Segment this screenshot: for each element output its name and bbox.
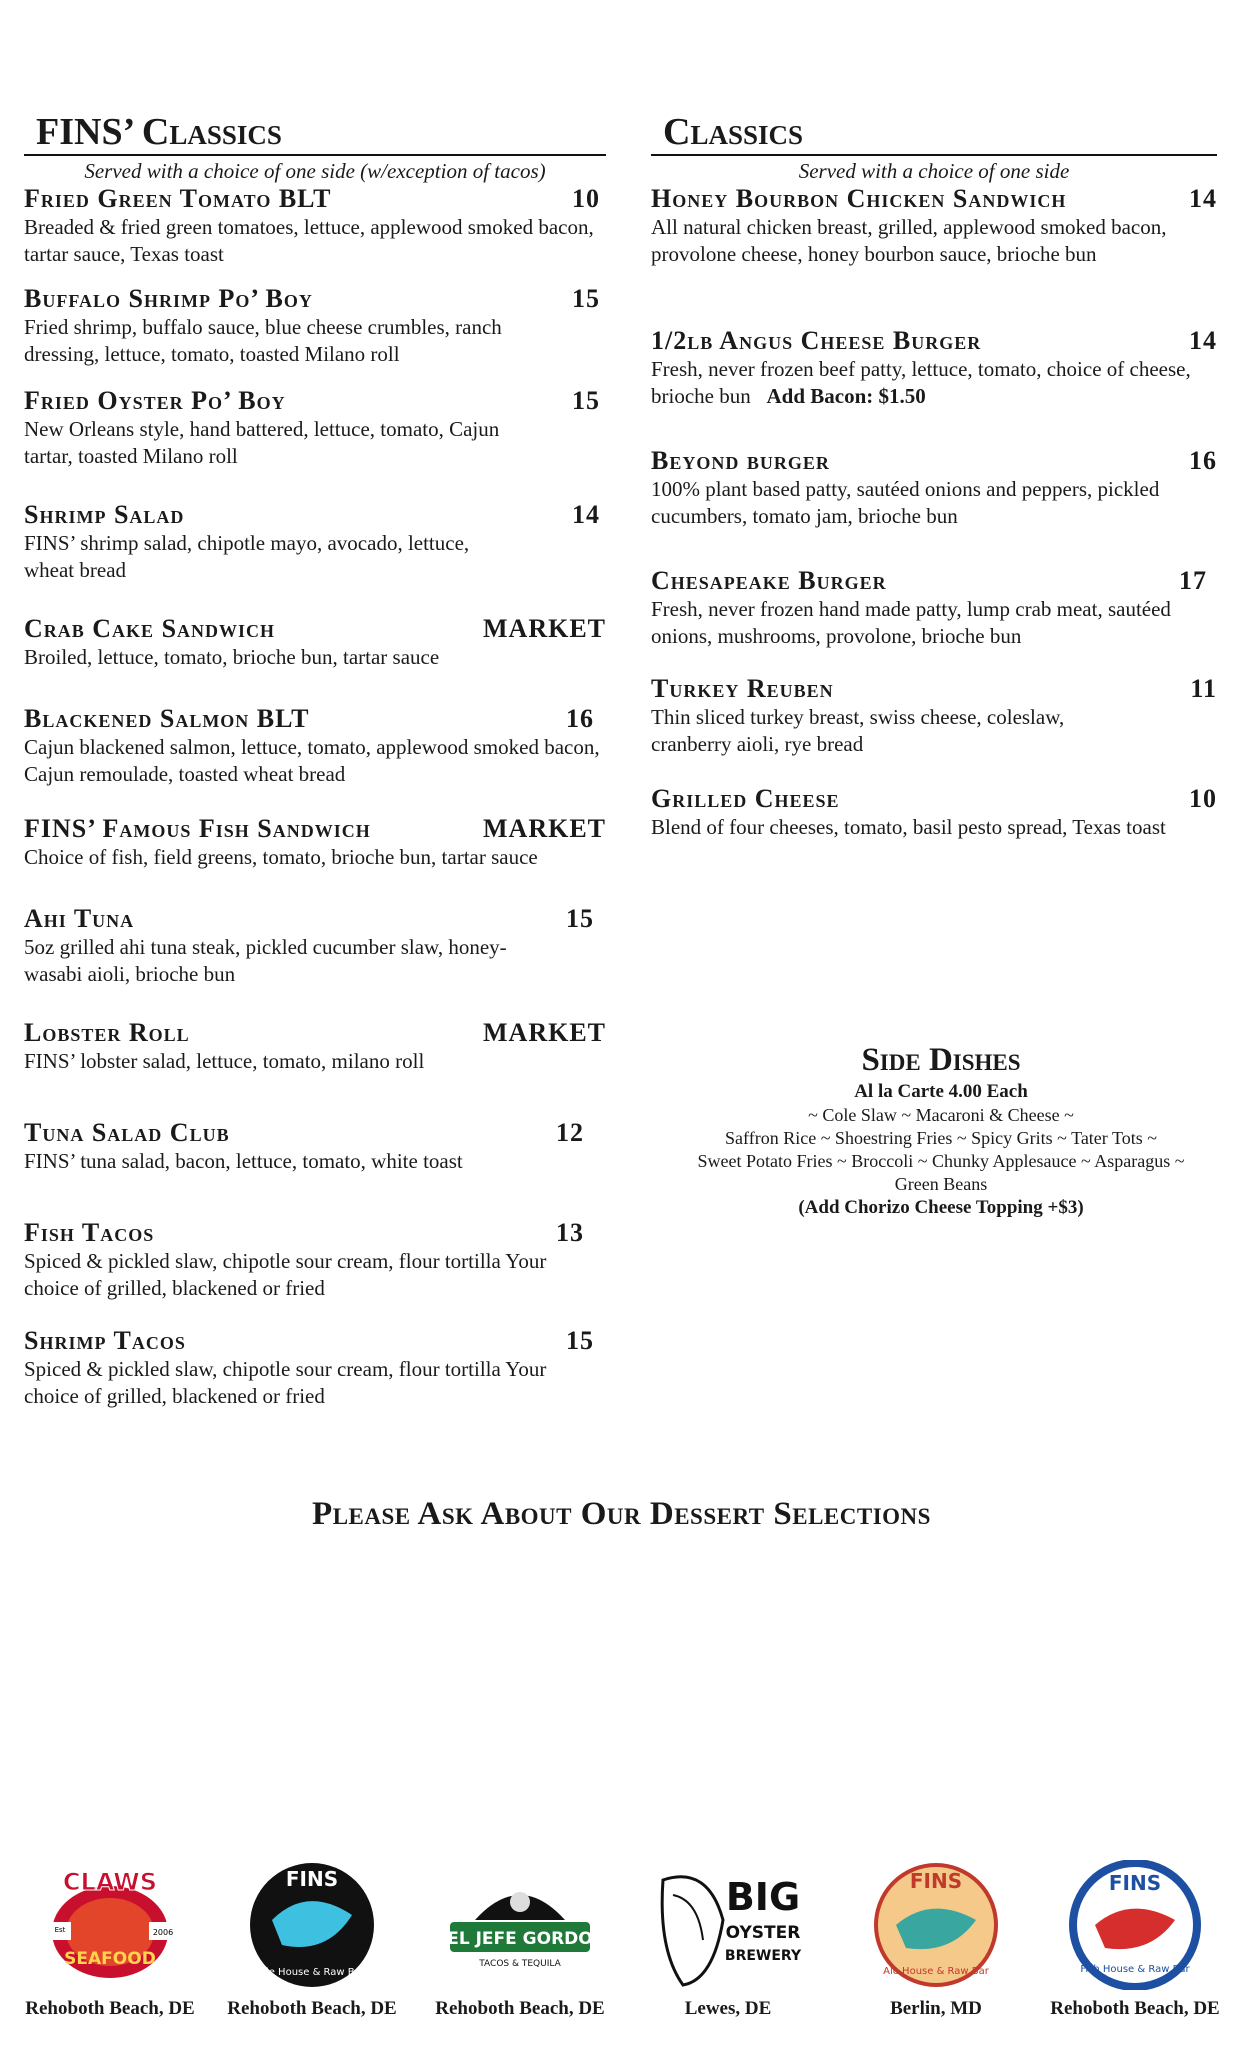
item-price: 17 xyxy=(1179,566,1207,595)
item-price: MARKET xyxy=(483,614,606,643)
item-price: 15 xyxy=(566,1326,594,1355)
claws-logo xyxy=(35,1860,185,1990)
big-oyster-brewery-logo xyxy=(653,1860,803,1990)
item-name: Ahi Tuna xyxy=(24,904,135,933)
side-dishes-line: Sweet Potato Fries ~ Broccoli ~ Chunky Applesauce ~ Asparagus ~ xyxy=(697,1151,1185,1171)
item-price: 15 xyxy=(566,904,594,933)
fins-ale-house-logo xyxy=(237,1860,387,1990)
svg-text:FINS: FINS xyxy=(909,1869,963,1893)
item-description: Blend of four cheeses, tomato, basil pesto spread, Texas toast xyxy=(651,815,1166,839)
item-name: Blackened Salmon BLT xyxy=(24,704,310,733)
menu-item xyxy=(24,386,606,470)
logo-fins-fish-house xyxy=(1035,1860,1235,2020)
item-price: 14 xyxy=(572,500,600,529)
item-name: FINS’ Famous Fish Sandwich xyxy=(24,814,371,843)
item-price: 15 xyxy=(572,284,600,313)
menu-item xyxy=(651,566,1217,650)
classics-section xyxy=(651,110,1217,839)
menu-item xyxy=(24,704,606,788)
item-description: Fresh, never frozen hand made patty, lump crab meat, sautéed onions, mushrooms, provolone, brioche bun xyxy=(651,597,1171,648)
menu-item xyxy=(651,184,1217,268)
item-name: Turkey Reuben xyxy=(651,674,834,703)
logo-caption: Rehoboth Beach, DE xyxy=(1050,1998,1220,2019)
svg-text:FINS: FINS xyxy=(285,1867,339,1891)
svg-text:Fish House & Raw Bar: Fish House & Raw Bar xyxy=(1080,1964,1190,1975)
menu-item xyxy=(24,1326,606,1410)
side-dishes-line: Green Beans xyxy=(894,1174,988,1194)
svg-text:Ale House & Raw Bar: Ale House & Raw Bar xyxy=(883,1966,989,1977)
svg-text:FINS: FINS xyxy=(1108,1871,1162,1895)
logo-claws xyxy=(10,1860,210,2020)
side-dishes-section xyxy=(651,1040,1231,1220)
item-description: All natural chicken breast, grilled, applewood smoked bacon, provolone cheese, honey bourbon sauce, brioche bun xyxy=(651,215,1167,266)
item-description: 100% plant based patty, sautéed onions and peppers, pickled cucumbers, tomato jam, brioche bun xyxy=(651,477,1160,528)
fins-berlin-logo xyxy=(861,1860,1011,1990)
item-description: Breaded & fried green tomatoes, lettuce, applewood smoked bacon, tartar sauce, Texas toast xyxy=(24,215,594,266)
svg-text:BREWERY: BREWERY xyxy=(724,1948,802,1964)
item-price: MARKET xyxy=(483,1018,606,1047)
svg-text:Ale House & Raw Bar: Ale House & Raw Bar xyxy=(259,1967,365,1978)
item-name: 1/2lb Angus Cheese Burger xyxy=(651,326,982,355)
item-name: Chesapeake Burger xyxy=(651,566,887,595)
item-price: 16 xyxy=(1189,446,1217,475)
svg-text:2006: 2006 xyxy=(152,1928,174,1937)
item-price: 13 xyxy=(556,1218,584,1247)
menu-item xyxy=(651,446,1217,530)
item-description: Fresh, never frozen beef patty, lettuce, tomato, choice of cheese, brioche bun Add Bacon: $1.50 xyxy=(651,357,1191,408)
item-name: Beyond burger xyxy=(651,446,830,475)
el-jefe-gordo-logo xyxy=(445,1860,595,1990)
item-price: 14 xyxy=(1189,326,1217,355)
logo-fins-ale-house xyxy=(212,1860,412,2020)
logo-caption: Lewes, DE xyxy=(684,1998,772,2019)
svg-text:OYSTER: OYSTER xyxy=(725,1923,801,1943)
svg-text:CLAWS: CLAWS xyxy=(62,1868,158,1896)
logo-big-oyster-brewery xyxy=(628,1860,828,2020)
item-name: Honey Bourbon Chicken Sandwich xyxy=(651,184,1067,213)
svg-text:TACOS & TEQUILA: TACOS & TEQUILA xyxy=(479,1959,561,1969)
item-name: Tuna Salad Club xyxy=(24,1118,230,1147)
item-name: Shrimp Tacos xyxy=(24,1326,186,1355)
svg-text:EL JEFE GORDO: EL JEFE GORDO xyxy=(447,1929,593,1949)
item-price: 10 xyxy=(572,184,600,213)
item-price: 11 xyxy=(1190,674,1217,703)
menu-item xyxy=(651,674,1217,758)
item-name: Buffalo Shrimp Po’ Boy xyxy=(24,284,313,313)
menu-item xyxy=(24,284,606,368)
item-description: FINS’ lobster salad, lettuce, tomato, milano roll xyxy=(24,1049,425,1073)
svg-text:SEAFOOD: SEAFOOD xyxy=(64,1949,156,1969)
logo-caption: Rehoboth Beach, DE xyxy=(227,1998,397,2019)
item-description: Thin sliced turkey breast, swiss cheese, coleslaw, cranberry aioli, rye bread xyxy=(651,705,1065,756)
side-dishes-title: Side Dishes xyxy=(861,1042,1021,1078)
item-name: Fried Oyster Po’ Boy xyxy=(24,386,286,415)
item-price: 12 xyxy=(556,1118,584,1147)
item-name: Crab Cake Sandwich xyxy=(24,614,276,643)
item-price: 16 xyxy=(566,704,594,733)
fins-fish-house-logo xyxy=(1060,1860,1210,1990)
item-price: 14 xyxy=(1189,184,1217,213)
item-description: Spiced & pickled slaw, chipotle sour cream, flour tortilla Your choice of grilled, blackened or fried xyxy=(24,1249,547,1300)
item-name: Fish Tacos xyxy=(24,1218,155,1247)
classics-title: Classics xyxy=(651,110,1217,156)
item-price: MARKET xyxy=(483,814,606,843)
menu-item xyxy=(24,1018,606,1075)
item-description: New Orleans style, hand battered, lettuce, tomato, Cajun tartar, toasted Milano roll xyxy=(24,417,500,468)
logo-fins-berlin xyxy=(836,1860,1036,2020)
item-price: 15 xyxy=(572,386,600,415)
item-name: Grilled Cheese xyxy=(651,784,840,813)
item-name: Lobster Roll xyxy=(24,1018,190,1047)
item-description: Fried shrimp, buffalo sauce, blue cheese crumbles, ranch dressing, lettuce, tomato, toasted Milano roll xyxy=(24,315,502,366)
fins-classics-title: FINS’ Classics xyxy=(24,110,606,156)
restaurant-logos xyxy=(0,1860,1243,2040)
add-bacon-note: Add Bacon: $1.50 xyxy=(766,384,926,408)
menu-item xyxy=(24,614,606,671)
logo-caption: Rehoboth Beach, DE xyxy=(435,1998,605,2019)
item-description: FINS’ tuna salad, bacon, lettuce, tomato, white toast xyxy=(24,1149,463,1173)
menu-item xyxy=(24,1218,606,1302)
item-description: 5oz grilled ahi tuna steak, pickled cucumber slaw, honey-wasabi aioli, brioche bun xyxy=(24,935,507,986)
chorizo-topping-note: (Add Chorizo Cheese Topping +$3) xyxy=(798,1197,1084,1218)
menu-item xyxy=(24,184,606,268)
menu-item xyxy=(651,326,1217,410)
menu-item xyxy=(24,500,606,584)
classics-subtitle: Served with a choice of one side xyxy=(798,159,1070,183)
item-description: Broiled, lettuce, tomato, brioche bun, tartar sauce xyxy=(24,645,440,669)
svg-text:BIG: BIG xyxy=(725,1875,801,1919)
item-name: Fried Green Tomato BLT xyxy=(24,184,332,213)
item-description: Spiced & pickled slaw, chipotle sour cream, flour tortilla Your choice of grilled, blackened or fried xyxy=(24,1357,547,1408)
logo-caption: Berlin, MD xyxy=(890,1998,982,2019)
item-name: Shrimp Salad xyxy=(24,500,185,529)
dessert-notice: Please Ask About Our Dessert Selections xyxy=(312,1496,931,1532)
item-description: Choice of fish, field greens, tomato, brioche bun, tartar sauce xyxy=(24,845,538,869)
menu-item xyxy=(24,1118,606,1175)
fins-classics-subtitle: Served with a choice of one side (w/exception of tacos) xyxy=(84,159,546,183)
logo-caption: Rehoboth Beach, DE xyxy=(25,1998,195,2019)
side-dishes-line: ~ Cole Slaw ~ Macaroni & Cheese ~ xyxy=(808,1105,1074,1125)
side-dishes-price: Al la Carte 4.00 Each xyxy=(854,1081,1028,1102)
fins-classics-section xyxy=(24,110,606,1408)
menu-item xyxy=(24,814,606,871)
menu-item xyxy=(24,904,606,988)
side-dishes-line: Saffron Rice ~ Shoestring Fries ~ Spicy Grits ~ Tater Tots ~ xyxy=(725,1128,1157,1148)
menu-item xyxy=(651,784,1217,841)
svg-text:Est: Est xyxy=(54,1926,66,1934)
item-description: FINS’ shrimp salad, chipotle mayo, avocado, lettuce, wheat bread xyxy=(24,531,470,582)
logo-el-jefe-gordo xyxy=(420,1860,620,2020)
item-description: Cajun blackened salmon, lettuce, tomato, applewood smoked bacon, Cajun remoulade, toasted wheat bread xyxy=(24,735,600,786)
item-price: 10 xyxy=(1189,784,1217,813)
